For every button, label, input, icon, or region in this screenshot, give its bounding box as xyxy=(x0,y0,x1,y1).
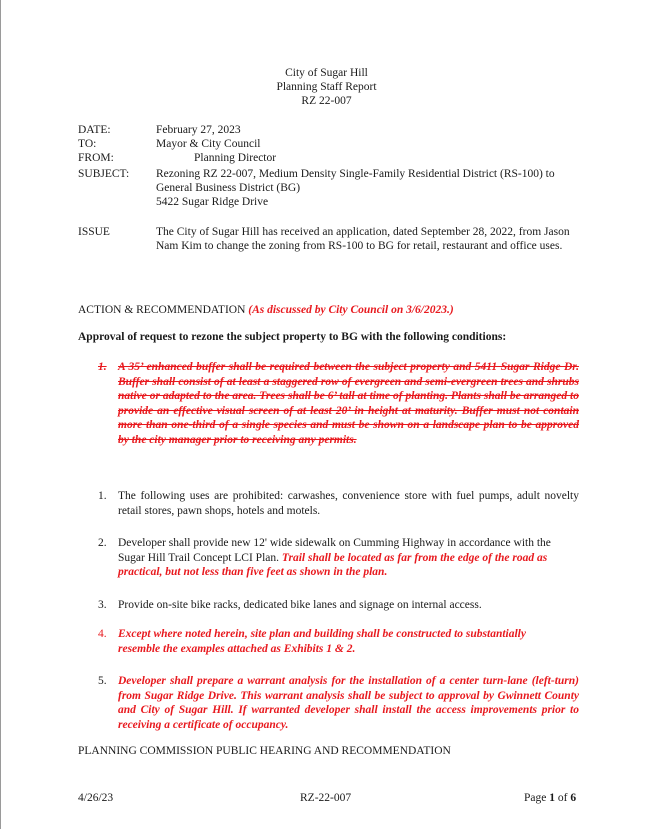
to-value: Mayor & City Council xyxy=(156,138,261,150)
condition-1-number: 1. xyxy=(98,490,107,502)
header-city: City of Sugar Hill xyxy=(285,67,368,79)
condition-1-text: The following uses are prohibited: carwashes, convenience store with fuel pumps, adult novelty retail stores, pawn shops, hotels and motels. xyxy=(118,490,579,517)
footer-page-word: Page xyxy=(524,792,547,804)
footer-case-code: RZ-22-007 xyxy=(300,792,352,804)
condition-3-number: 3. xyxy=(98,599,107,611)
to-label: TO: xyxy=(78,138,97,150)
planning-commission-heading: PLANNING COMMISSION PUBLIC HEARING AND RECOMMENDATION xyxy=(78,745,451,757)
action-heading-line xyxy=(78,303,454,317)
condition-2-text xyxy=(118,536,579,580)
footer-page-number xyxy=(524,791,576,805)
footer-page-total: 6 xyxy=(570,792,577,804)
subject-value xyxy=(156,167,586,209)
struck-condition-text: A 35’ enhanced buffer shall be required between the subject property and 5411 Sugar Ridge Dr. Buffer shall consist of at least a staggered row of evergreen and semi-evergreen trees and shrubs native or adapted to the area. Trees shall be 6’ tall at time of planting. Plants shall be arranged to provide an effective visual screen of at least 20’ in height at maturity. Buffer must not contain more than one-third of a single species and must be shown on a landscape plan to be approved by the city manager prior to receiving any permits. xyxy=(118,361,579,446)
subject-line-2: General Business District (BG) xyxy=(156,182,301,194)
action-note: (As discussed by City Council on 3/6/2023.) xyxy=(248,304,454,316)
approval-statement: Approval of request to rezone the subject property to BG with the following conditions: xyxy=(78,331,507,343)
subject-line-1: Rezoning RZ 22-007, Medium Density Single-Family Residential District (RS-100) to xyxy=(156,168,555,180)
footer-page-current: 1 xyxy=(549,792,555,804)
condition-5-text: Developer shall prepare a warrant analysis for the installation of a center turn-lane (left-turn) from Sugar Ridge Drive. This warrant analysis shall be subject to approval by Gwinnett County and City of Sugar Hill. If warranted developer shall install the access improvements prior to receiving a certificate of occupancy. xyxy=(118,675,579,731)
from-value: Planning Director xyxy=(194,152,277,164)
struck-condition-number: 1. xyxy=(98,361,107,373)
footer-date: 4/26/23 xyxy=(78,792,114,804)
header-case-number: RZ 22-007 xyxy=(301,95,352,107)
date-label: DATE: xyxy=(78,124,111,136)
header-report-type: Planning Staff Report xyxy=(276,81,377,93)
date-value: February 27, 2023 xyxy=(156,124,241,136)
condition-4-number: 4. xyxy=(98,628,107,640)
condition-3-text: Provide on-site bike racks, dedicated bike lanes and signage on internal access. xyxy=(118,599,482,611)
action-heading: ACTION & RECOMMENDATION xyxy=(78,304,246,316)
condition-4-text: Except where noted herein, site plan and building shall be constructed to substantially resemble the examples attached as Exhibits 1 & 2. xyxy=(118,628,526,655)
from-label: FROM: xyxy=(78,152,114,164)
subject-label: SUBJECT: xyxy=(78,168,130,180)
condition-5-number: 5. xyxy=(98,675,107,687)
page-edge xyxy=(0,0,1,829)
condition-2-original: Developer shall provide new 12' wide sidewalk on Cumming Highway in accordance with the Sugar Hill Trail Concept LCI Plan. xyxy=(118,537,551,564)
subject-line-3: 5422 Sugar Ridge Drive xyxy=(156,196,269,208)
report-header xyxy=(0,66,653,108)
condition-2-added: Trail shall be located as far from the edge of the road as practical, but not less than five feet as shown in the plan. xyxy=(118,551,548,578)
issue-label: ISSUE xyxy=(78,226,110,238)
footer-of-word: of xyxy=(557,792,568,804)
condition-2-number: 2. xyxy=(98,537,107,549)
issue-text: The City of Sugar Hill has received an application, dated September 28, 2022, from Jason Nam Kim to change the zoning from RS-100 to BG for retail, restaurant and office uses. xyxy=(156,226,570,252)
